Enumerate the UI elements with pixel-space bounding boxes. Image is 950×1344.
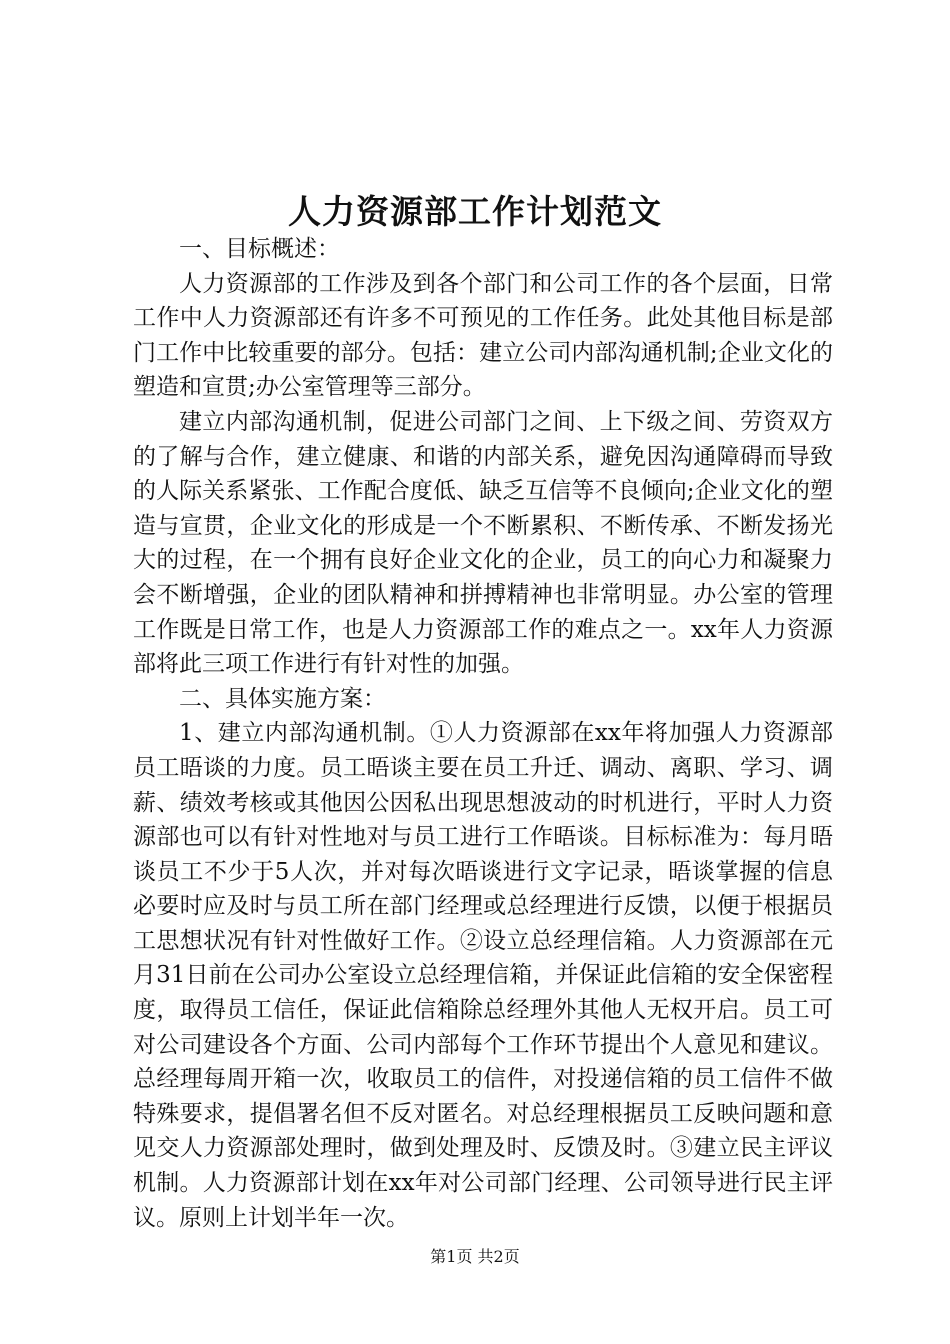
document-body	[133, 232, 833, 1235]
section-heading-goals: 一、目标概述：	[179, 236, 340, 262]
section-heading-plan: 二、具体实施方案：	[179, 685, 386, 712]
paragraph-communication: 建立内部沟通机制，促进公司部门之间、上下级之间、劳资双方的了解与合作，建立健康、和谐的内部关系，避免因沟通障碍而导致的人际关系紧张、工作配合度低、缺乏互信等不良倾向;企业文化的塑造与宣贯，企业文化的形成是一个不断累积、不断传承、不断发扬光大的过程，在一个拥有良好企业文化的企业，员工的向心力和凝聚力会不断增强，企业的团队精神和拼搏精神也非常明显。办公室的管理工作既是日常工作，也是人力资源部工作的难点之一。xx年人力资源部将此三项工作进行有针对性的加强。	[133, 408, 833, 678]
page-footer: 第1页 共2页	[430, 1247, 520, 1266]
paragraph-plan-item-1: 1、建立内部沟通机制。①人力资源部在xx年将加强人力资源部员工晤谈的力度。员工晤谈主要在员工升迁、调动、离职、学习、调薪、绩效考核或其他因公因私出现思想波动的时机进行，平时人力资源部也可以有针对性地对与员工进行工作晤谈。目标标准为：每月晤谈员工不少于5人次，并对每次晤谈进行文字记录，晤谈掌握的信息必要时应及时与员工所在部门经理或总经理进行反馈，以便于根据员工思想状况有针对性做好工作。②设立总经理信箱。人力资源部在元月31日前在公司办公室设立总经理信箱，并保证此信箱的安全保密程度，取得员工信任，保证此信箱除总经理外其他人无权开启。员工可对公司建设各个方面、公司内部每个工作环节提出个人意见和建议。总经理每周开箱一次，收取员工的信件，对投递信箱的员工信件不做特殊要求，提倡署名但不反对匿名。对总经理根据员工反映问题和意见交人力资源部处理时，做到处理及时、反馈及时。③建立民主评议机制。人力资源部计划在xx年对公司部门经理、公司领导进行民主评议。原则上计划半年一次。	[133, 720, 833, 1231]
paragraph-overview: 人力资源部的工作涉及到各个部门和公司工作的各个层面，日常工作中人力资源部还有许多不可预见的工作任务。此处其他目标是部门工作中比较重要的部分。包括：建立公司内部沟通机制;企业文化的塑造和宣贯;办公室管理等三部分。	[133, 270, 833, 401]
document-title: 人力资源部工作计划范文	[288, 192, 662, 231]
